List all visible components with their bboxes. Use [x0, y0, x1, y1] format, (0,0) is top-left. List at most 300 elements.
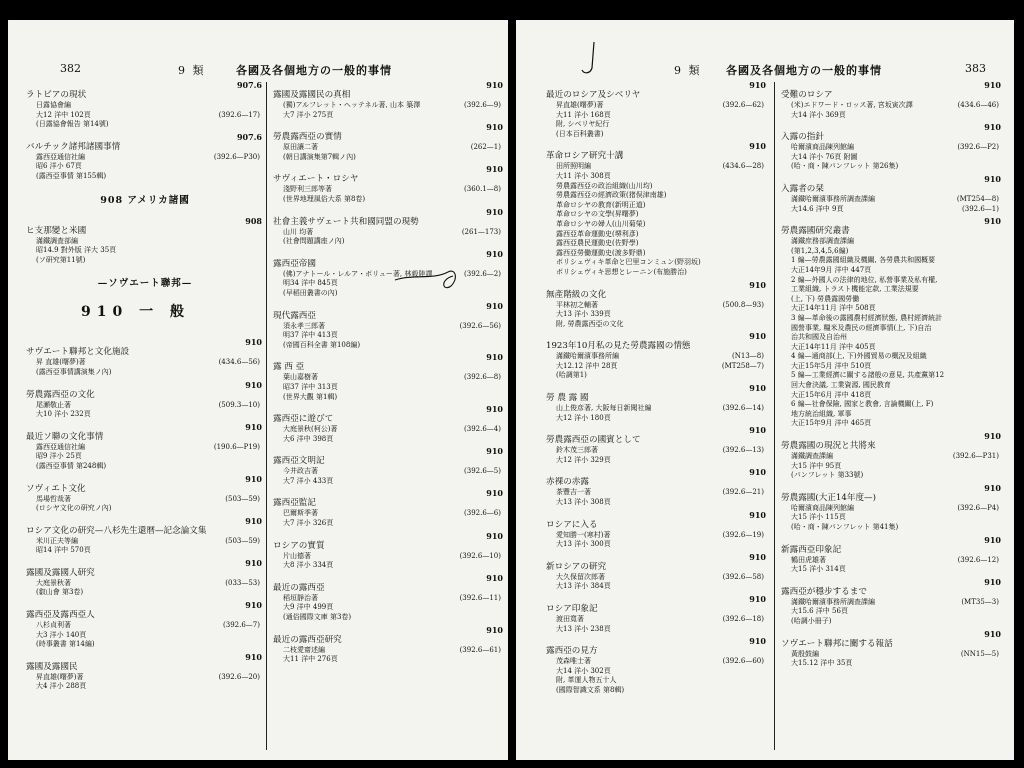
entry-line-text: (露西亞事情 第248輯): [36, 461, 107, 470]
entry-line-text: ボリシェヴィキ革命と巴里コンミュン(野羽坂): [556, 258, 701, 267]
entry-line-text: (日本百科叢書): [556, 129, 604, 138]
entry-title: 勞農露西亞の文化: [26, 389, 95, 400]
entry-line: [26, 358, 262, 368]
class-number: 908: [245, 215, 262, 226]
entry-title: 1923年10月私の見た勞農露國の情態: [546, 341, 691, 352]
class-number: 910: [245, 337, 262, 348]
class-number: 910: [486, 404, 503, 415]
entry-line-text: 愛知勝一(寒村)著: [556, 530, 611, 539]
call-number: (392.6—14): [722, 404, 764, 413]
entry-line: [273, 425, 503, 435]
entry-line: [546, 210, 766, 220]
entry-line-text: (朝日講演集第7輯ノ內): [283, 152, 356, 161]
entry-title: 赤裸の赤露: [546, 477, 589, 488]
call-number: (503—59): [225, 536, 260, 545]
entry-line: [273, 341, 503, 351]
entry-line: [273, 552, 503, 562]
entry-line: [273, 561, 503, 571]
entry-line: [781, 504, 1001, 514]
entry-line: [781, 471, 1001, 481]
entry-line-text: 大13 洋小 238頁: [556, 624, 611, 633]
entry-line-text: 須永孝三郎著: [283, 321, 325, 330]
entry-line: [781, 295, 1001, 305]
entry-line: [273, 467, 503, 477]
call-number: (033—53): [225, 578, 260, 587]
entry-title: 新露西亞印象記: [781, 544, 842, 555]
catalog-entry: [273, 354, 505, 402]
entry-line-text: 大正15年5月 洋中 510頁: [791, 361, 872, 370]
catalog-entry: [26, 557, 264, 598]
class-number: 910: [749, 509, 766, 520]
entry-line: [546, 446, 766, 456]
class-number: 910: [245, 379, 262, 390]
entry-line-text: 昭14 洋中 570頁: [36, 546, 91, 555]
class-number: 910: [245, 600, 262, 611]
class-number: 910: [749, 594, 766, 604]
entry-line: [546, 268, 766, 278]
entry-line-text: ボリシェヴィキ思想とレーニン(布施勝治): [556, 267, 687, 276]
entry-line: [546, 320, 766, 330]
class-number: 910: [486, 248, 503, 259]
entry-line-text: (哈・商・陳パンフレット 第26集): [791, 162, 899, 171]
entry-line: [781, 111, 1001, 121]
catalog-entry: [273, 530, 505, 571]
entry-line-text: 馬場哲哉著: [36, 494, 71, 503]
entry-title: 露西亞の見方: [546, 646, 598, 657]
entry-line-text: (通俗國際文庫 第3卷): [283, 613, 352, 622]
catalog-entry: [26, 421, 264, 472]
entry-line-text: (世界大觀 第1輯): [283, 392, 338, 401]
entry-line-text: 昭9 洋小 25頁: [36, 452, 82, 461]
entry-line-text: 八杉貞利著: [36, 621, 71, 630]
entry-line: [273, 195, 503, 205]
entry-title: 露國及露國人研究: [26, 567, 95, 578]
class-number: 910: [749, 636, 766, 647]
entry-line-text: (哈調第1): [556, 371, 587, 380]
class-number: 910: [486, 122, 503, 133]
catalog-entry: [273, 406, 505, 444]
entry-line: [273, 393, 503, 403]
entry-line: [781, 462, 1001, 472]
entry-line-text: (上, 下) 勞農露國勞働: [791, 294, 860, 303]
entry-line: [546, 371, 766, 381]
entry-title: 入露者の栞: [781, 183, 824, 194]
entry-line-text: 大15 洋小 115頁: [791, 513, 846, 522]
catalog-entry: [546, 469, 768, 507]
entry-line-text: 大正15年6月 洋中 418頁: [791, 390, 872, 399]
call-number: (392.6—18): [722, 615, 764, 623]
entry-line-text: 大11 洋中 276頁: [283, 655, 338, 664]
entry-line: [26, 504, 262, 514]
entry-line: [273, 331, 503, 341]
catalog-entry: [26, 651, 264, 692]
entry-title: 新ロシアの研究: [546, 561, 607, 572]
entry-line: [546, 258, 766, 268]
left-page-header: [8, 60, 508, 80]
entry-line: [26, 153, 262, 163]
entry-line-text: (叡山會 第3卷): [36, 588, 84, 597]
entry-title: 社會主義サヴェート共和國同盟の現勢: [273, 216, 419, 227]
section-heading-large: 910 一 般: [81, 304, 190, 321]
entry-line-text: 田所照明編: [556, 162, 591, 171]
entry-line-text: 昭6 洋小 67頁: [36, 162, 82, 171]
entry-line: [546, 362, 766, 372]
entry-title: サヴィエート・ロシヤ: [273, 174, 359, 185]
entry-line: [273, 435, 503, 445]
entry-line: [546, 249, 766, 259]
call-number: (392.6—2): [464, 269, 501, 278]
entry-line: [273, 655, 503, 665]
catalog-entry: [781, 628, 1003, 669]
entry-line-text: 片山德著: [283, 551, 311, 560]
catalog-entry: [273, 206, 505, 247]
entry-line-text: 大15 洋小 314頁: [791, 565, 846, 574]
header-title-left: 各國及各個地方の一般的事情: [236, 64, 392, 77]
entry-title: 露西亞が穩步するまで: [781, 586, 867, 597]
entry-line: [781, 256, 1001, 266]
entry-line: [26, 537, 262, 547]
call-number: (392.6—11): [459, 593, 501, 602]
entry-line-text: 大13 洋小 384頁: [556, 582, 611, 591]
entry-line: [546, 625, 766, 635]
call-number: (N13—8): [732, 352, 764, 361]
entry-title: 露西亞監記: [273, 498, 316, 509]
entry-line-text: 大7 洋小 275頁: [283, 110, 334, 119]
call-number: (392.6—P2): [957, 143, 999, 152]
entry-line-text: 滿鐵調査部編: [36, 236, 78, 245]
entry-line-text: 葉山嘉樹著: [283, 373, 318, 382]
entry-line: [781, 205, 1001, 215]
entry-line: [546, 111, 766, 121]
call-number: (392.6—21): [722, 488, 764, 497]
entry-line: [546, 615, 766, 625]
class-number: 910: [245, 473, 262, 484]
class-number: 910: [749, 383, 766, 394]
entry-title: 勞農露西亞の實情: [273, 132, 342, 143]
entry-line-text: 黃殷鼓編: [791, 649, 819, 658]
entry-line-text: (社會問題講座ノ內): [283, 237, 345, 246]
entry-line: [26, 495, 262, 505]
entry-line-text: 3 編—革命後の露國農村經濟狀態, 農村經濟統計: [791, 313, 943, 322]
class-number: 910: [486, 488, 503, 499]
entry-title: 露西亞及露西亞人: [26, 610, 95, 621]
entry-line: [781, 324, 1001, 334]
entry-title: 現代露西亞: [273, 310, 316, 321]
entry-line: [546, 488, 766, 498]
entry-line-text: 大13 洋小 300頁: [556, 540, 611, 549]
entry-line: [26, 368, 262, 378]
entry-line-text: 國營事業, 糧米及農民の經濟事情(上, 下)自治: [791, 323, 932, 332]
class-number: 910: [486, 300, 503, 311]
class-number: 910: [245, 651, 262, 662]
right-column-2: [774, 82, 1003, 750]
header-title-right: 各國及各個地方の一般的事情: [726, 64, 882, 77]
entry-line: [781, 419, 1001, 429]
catalog-entry: [781, 433, 1003, 481]
entry-line-text: 今井政吉著: [283, 467, 318, 476]
catalog-entry: [273, 572, 505, 623]
entry-line: [26, 640, 262, 650]
catalog-entry: [26, 339, 264, 377]
entry-line: [781, 556, 1001, 566]
section-heading: —ソヴエート聯邦—: [97, 278, 193, 290]
catalog-entry: [546, 82, 768, 139]
catalog-entry: [781, 576, 1003, 627]
entry-line: [26, 111, 262, 121]
entry-line: [546, 120, 766, 130]
entry-line: [26, 256, 262, 266]
call-number: (392.6—6): [464, 509, 501, 518]
entry-line: [781, 285, 1001, 295]
entry-line: [546, 573, 766, 583]
entry-line-text: (哈調小冊子): [791, 616, 832, 625]
entry-line: [781, 391, 1001, 401]
class-number: 910: [984, 628, 1001, 639]
entry-line-text: 尾瀬敬止著: [36, 400, 71, 409]
entry-line-text: 明34 洋中 845頁: [283, 279, 338, 288]
entry-line: [546, 456, 766, 466]
entry-line: [26, 462, 262, 472]
catalog-entry: [273, 124, 505, 162]
call-number-secondary: (392.6—1): [962, 204, 999, 213]
entry-line-text: 露西亞通信社編: [36, 442, 85, 451]
entry-line: [273, 613, 503, 623]
catalog-entry: [26, 215, 264, 266]
entry-line: [546, 498, 766, 508]
entry-line: [273, 477, 503, 487]
entry-line-text: 大14 洋小 76頁 附圖: [791, 152, 858, 161]
catalog-entry: [26, 602, 264, 650]
entry-line: [26, 443, 262, 453]
entry-line-text: 大14.6 洋中 9頁: [791, 204, 844, 213]
entry-line-text: 革命ロシヤの教育(新明正道): [556, 200, 646, 209]
entry-line-text: (早稻田叢書の內): [283, 288, 338, 297]
entry-line: [781, 343, 1001, 353]
entry-line-text: 附, 勞農露西亞の文化: [556, 319, 624, 328]
entry-line-text: 1 編—勞農露國組織及機關, 各勞農共和國概要: [791, 256, 936, 265]
left-column-2: [266, 82, 505, 750]
pen-scribble-mark: [393, 250, 473, 310]
entry-line-text: 大庭景秋著: [36, 578, 71, 587]
class-number: 910: [749, 141, 766, 152]
entry-line: [781, 607, 1001, 617]
entry-line-text: 勞農露西亞の政治組織(山川均): [556, 181, 653, 190]
entry-line-text: 大4 洋小 288頁: [36, 682, 87, 691]
call-number: (509.3—10): [218, 400, 260, 409]
call-number: (392.6—4): [464, 425, 501, 434]
entry-line: [546, 230, 766, 240]
entry-line-text: 茶豐吉一著: [556, 488, 591, 497]
class-number: 910: [984, 431, 1001, 442]
call-number-secondary: (MT258—7): [721, 361, 764, 370]
entry-line-text: 淺野利三郎等著: [283, 185, 332, 194]
entry-line-text: 大3 洋小 140頁: [36, 630, 87, 639]
entry-line: [781, 333, 1001, 343]
right-column-1: [546, 82, 768, 750]
entry-line: [26, 631, 262, 641]
entry-line-text: 大6 洋中 398頁: [283, 434, 334, 443]
entry-line: [546, 540, 766, 550]
entry-line: [781, 247, 1001, 257]
call-number: (392.6—56): [459, 321, 501, 330]
entry-title: サヴエート聯邦と文化施設: [26, 347, 130, 358]
entry-line-text: 稻垣靜治著: [283, 593, 318, 602]
call-number: (392.6—17): [218, 110, 260, 119]
entry-line-text: 大正14年11月 洋中 508頁: [791, 304, 876, 313]
entry-line: [273, 383, 503, 393]
entry-line: [546, 657, 766, 667]
entry-line: [546, 101, 766, 111]
call-number: (190.6—P19): [213, 442, 260, 451]
entry-line: [26, 246, 262, 256]
entry-line-text: 明37 洋中 413頁: [283, 331, 338, 340]
class-number: 907.6: [236, 82, 262, 90]
entry-line: [273, 185, 503, 195]
class-number: 910: [486, 164, 503, 175]
catalog-entry: [546, 638, 768, 695]
entry-line: [546, 130, 766, 140]
catalog-entry: [546, 279, 768, 330]
entry-line: [781, 659, 1001, 669]
entry-line: [26, 682, 262, 692]
entry-line: [273, 594, 503, 604]
catalog-entry: [273, 624, 505, 665]
left-column-1: [26, 82, 264, 750]
entry-line: [781, 362, 1001, 372]
entry-line-text: 大10 洋小 232頁: [36, 410, 91, 419]
class-label-right: 9 類: [674, 64, 702, 77]
entry-title: ヒ支那變と米國: [26, 225, 87, 236]
catalog-entry: [781, 173, 1003, 214]
catalog-entry: [781, 534, 1003, 575]
pen-mark-top: [576, 38, 616, 78]
entry-title: 露西亞帝國: [273, 258, 316, 269]
entry-line: [26, 237, 262, 247]
entry-line-text: 昭37 洋中 313頁: [283, 382, 338, 391]
call-number: (392.6—P31): [952, 452, 999, 461]
catalog-entry: [26, 515, 264, 556]
entry-line-text: 大11 洋小 168頁: [556, 110, 611, 119]
entry-line: [26, 410, 262, 420]
entry-line: [546, 239, 766, 249]
entry-line: [781, 410, 1001, 420]
class-number: 910: [749, 425, 766, 436]
entry-line-text: 滿鐵哈爾濱事務所調查課編: [791, 597, 875, 606]
call-number: (503—59): [225, 494, 260, 503]
entry-title: バルチック諸邦諸國事情: [26, 141, 121, 152]
call-number: (434.6—46): [957, 101, 999, 109]
entry-line-text: 大12 洋中 102頁: [36, 110, 91, 119]
class-number: 910: [984, 534, 1001, 545]
entry-line-text: (哈・商・陳パンフレット 第41集): [791, 523, 899, 531]
entry-line: [781, 371, 1001, 381]
entry-line-text: 大正15年9月 洋中 465頁: [791, 419, 872, 428]
entry-line: [546, 667, 766, 677]
entry-title: ロシアの實質: [273, 540, 325, 551]
entry-line-text: 革命ロシヤの婦人(山川菊榮): [556, 219, 646, 228]
call-number: (434.6—28): [722, 162, 764, 171]
entry-title: 入露の指針: [781, 132, 824, 143]
call-number: (262—1): [470, 143, 501, 152]
entry-line-text: (露西亞事情講演集ノ內): [36, 367, 112, 376]
entry-line-text: 附, 革運人物五十人: [556, 676, 617, 685]
call-number: (500.8—93): [722, 300, 764, 309]
class-number: 910: [486, 206, 503, 217]
call-number: (392.6—60): [722, 657, 764, 666]
entry-line: [781, 452, 1001, 462]
class-number: 910: [486, 82, 503, 90]
entry-line-text: 大8 洋小 334頁: [283, 561, 334, 570]
entry-title: 革命ロシア研究十講: [546, 151, 624, 162]
entry-line: [26, 621, 262, 631]
entry-line-text: (世界地理風俗大系 第8卷): [283, 194, 366, 203]
call-number: (NN15—5): [960, 649, 999, 658]
entry-line-text: 昇直雄(曙夢)著: [556, 101, 604, 109]
entry-line: [781, 381, 1001, 391]
entry-line-text: (獨)アルフレット・ヘッテネル著, 山本 築澤: [283, 101, 421, 109]
entry-title: ソヴィエト文化: [26, 483, 86, 494]
entry-line-text: (米)エドワード・ロッス著, 宮坂寅次譯: [791, 101, 913, 109]
entry-line: [781, 276, 1001, 286]
entry-title: 露 西 亞: [273, 362, 305, 373]
entry-title: 勞農露國の現況と共將來: [781, 441, 876, 452]
call-number: (392.6—5): [464, 467, 501, 476]
entry-line: [273, 373, 503, 383]
entry-line: [273, 101, 503, 111]
entry-line: [273, 111, 503, 121]
call-number: (392.6—20): [218, 672, 260, 681]
entry-line-text: 山上俊彦著, 大阪每日新聞社編: [556, 404, 652, 413]
catalog-entry: [781, 124, 1003, 172]
entry-line-text: 原田讓二著: [283, 143, 318, 152]
entry-line-text: 二枝愛齋述編: [283, 645, 325, 654]
entry-line-text: 大久保留次郎著: [556, 572, 605, 581]
class-number: 910: [486, 446, 503, 457]
entry-line-text: 革命ロシヤの文學(昇曙夢): [556, 210, 639, 219]
entry-line-text: 6 編—社會保險, 國家と教會, 言論機關(上, F): [791, 400, 934, 409]
call-number: (434.6—56): [218, 358, 260, 367]
entry-line: [781, 195, 1001, 205]
entry-title: 受難のロシア: [781, 90, 833, 100]
entry-line: [546, 404, 766, 414]
entry-line: [273, 603, 503, 613]
entry-line-text: 大15.6 洋中 56頁: [791, 607, 848, 616]
entry-line: [781, 304, 1001, 314]
catalog-entry: [546, 596, 768, 634]
entry-line: [781, 650, 1001, 660]
entry-line-text: 平林初之輔著: [556, 300, 598, 309]
class-number: 910: [486, 352, 503, 363]
catalog-entry: [546, 551, 768, 592]
entry-line: [781, 101, 1001, 111]
entry-line-text: 大12 洋小 180頁: [556, 413, 611, 422]
entry-line-text: 4 編—通商部(上, 下)外國貿易の概況及組織: [791, 352, 927, 361]
entry-line-text: 露西亞勞働運動史(渡多野鼎): [556, 248, 646, 257]
entry-line-text: 大7 洋小 326頁: [283, 519, 334, 528]
entry-title: 勞 農 露 國: [546, 393, 589, 404]
call-number: (MT35—3): [961, 597, 999, 606]
entry-line: [546, 352, 766, 362]
entry-line: [273, 237, 503, 247]
class-number: 910: [749, 82, 766, 90]
entry-line: [546, 201, 766, 211]
entry-title: 無產階級の文化: [546, 289, 607, 300]
entry-line-text: 滿鐵庶務部調査課編: [791, 237, 854, 246]
entry-line: [546, 582, 766, 592]
entry-line: [781, 523, 1001, 533]
entry-line-text: 大12 洋小 329頁: [556, 455, 611, 464]
entry-line: [781, 162, 1001, 172]
